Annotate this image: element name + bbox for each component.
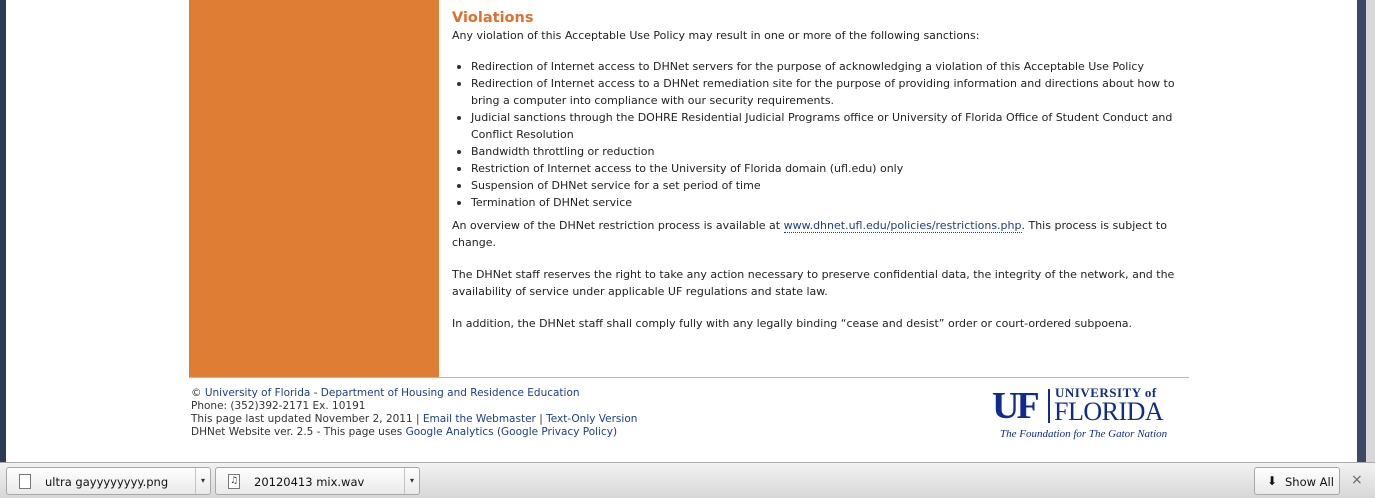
uf-logo-university: UNIVERSITY of [1055,385,1157,400]
restrictions-link[interactable]: www.dhnet.ufl.edu/policies/restrictions.php [783,219,1022,232]
paren-close: ) [612,426,618,438]
download-bar [0,462,1375,498]
google-analytics-link[interactable]: Google Analytics [405,426,494,438]
list-item: Redirection of Internet access to DHNet servers for the purpose of acknowledging a violation of this Acceptable Use Policy [452,58,1192,75]
footer-line-1 [191,387,711,400]
show-all-button[interactable] [1254,467,1340,495]
download-arrow-icon: ⬇ [1267,474,1278,488]
audio-file-icon: ♫ [228,474,240,489]
main-content [452,0,1192,332]
uf-logo-tagline: The Foundation for The Gator Nation [1000,428,1168,440]
google-privacy-link[interactable]: Google Privacy Policy [501,426,613,438]
show-all-label: Show All [1285,475,1334,489]
window-edge-right [1357,0,1366,462]
version-text: DHNet Website ver. 2.5 - This page uses [191,426,406,438]
paren-open: ( [493,426,502,438]
sidebar-panel [189,0,439,377]
page [6,0,1366,462]
uf-logo-divider [1048,389,1050,423]
overview-paragraph [452,217,1192,251]
overview-text: An overview of the DHNet restriction process is available at [452,219,784,232]
footer-line-3 [191,413,711,426]
chevron-down-icon[interactable]: ▾ [404,468,419,494]
footer-dash: - [310,387,321,399]
copyright-symbol: © [191,387,202,399]
uf-logo-mark: UF [992,385,1037,427]
download-filename: 20120413 mix.wav [254,475,365,489]
image-file-icon [19,474,31,489]
download-filename: ultra gayyyyyyyy.png [45,475,169,489]
separator: | [535,413,547,425]
page-heading: Violations [452,10,534,26]
uf-link[interactable]: University of Florida [204,387,311,399]
last-updated: This page last updated November 2, 2011 [191,413,413,425]
text-only-link[interactable]: Text-Only Version [546,413,638,425]
uf-logo-florida: FLORIDA [1054,397,1164,426]
separator: | [412,413,423,425]
uf-logo[interactable] [992,385,1192,443]
overview-text-end: . This process is subject to change. [452,219,1167,249]
list-item: Termination of DHNet service [452,194,1192,211]
list-item: Redirection of Internet access to a DHNet remediation site for the purpose of providing information and directions about how to bring a computer into compliance with our security requirements. [452,75,1192,109]
rights-paragraph: The DHNet staff reserves the right to take any action necessary to preserve confidential data, the integrity of the network, and the availability of service under applicable UF regulations and state law. [452,268,1175,298]
sanctions-list [452,58,1192,211]
footer-divider [189,377,1189,378]
footer-phone: Phone: (352)392-2171 Ex. 10191 [191,400,366,412]
chevron-down-icon[interactable]: ▾ [195,468,210,494]
download-item[interactable] [215,467,420,495]
comply-paragraph: In addition, the DHNet staff shall comply fully with any legally binding “cease and desist” order or court-ordered subpoena. [452,317,1133,330]
email-webmaster-link[interactable]: Email the Webmaster [422,413,536,425]
list-item: Bandwidth throttling or reduction [452,143,1192,160]
list-item: Suspension of DHNet service for a set period of time [452,177,1192,194]
list-item: Restriction of Internet access to the University of Florida domain (ufl.edu) only [452,160,1192,177]
footer [191,387,711,439]
download-item[interactable] [6,467,211,495]
close-icon[interactable]: × [1351,472,1363,488]
intro-text: Any violation of this Acceptable Use Policy may result in one or more of the following sanctions: [452,29,980,42]
department-link[interactable]: Department of Housing and Residence Education [320,387,580,399]
list-item: Judicial sanctions through the DOHRE Residential Judicial Programs office or University of Florida Office of Student Conduct and Conflict Resolution [452,109,1192,143]
footer-line-4 [191,426,711,439]
